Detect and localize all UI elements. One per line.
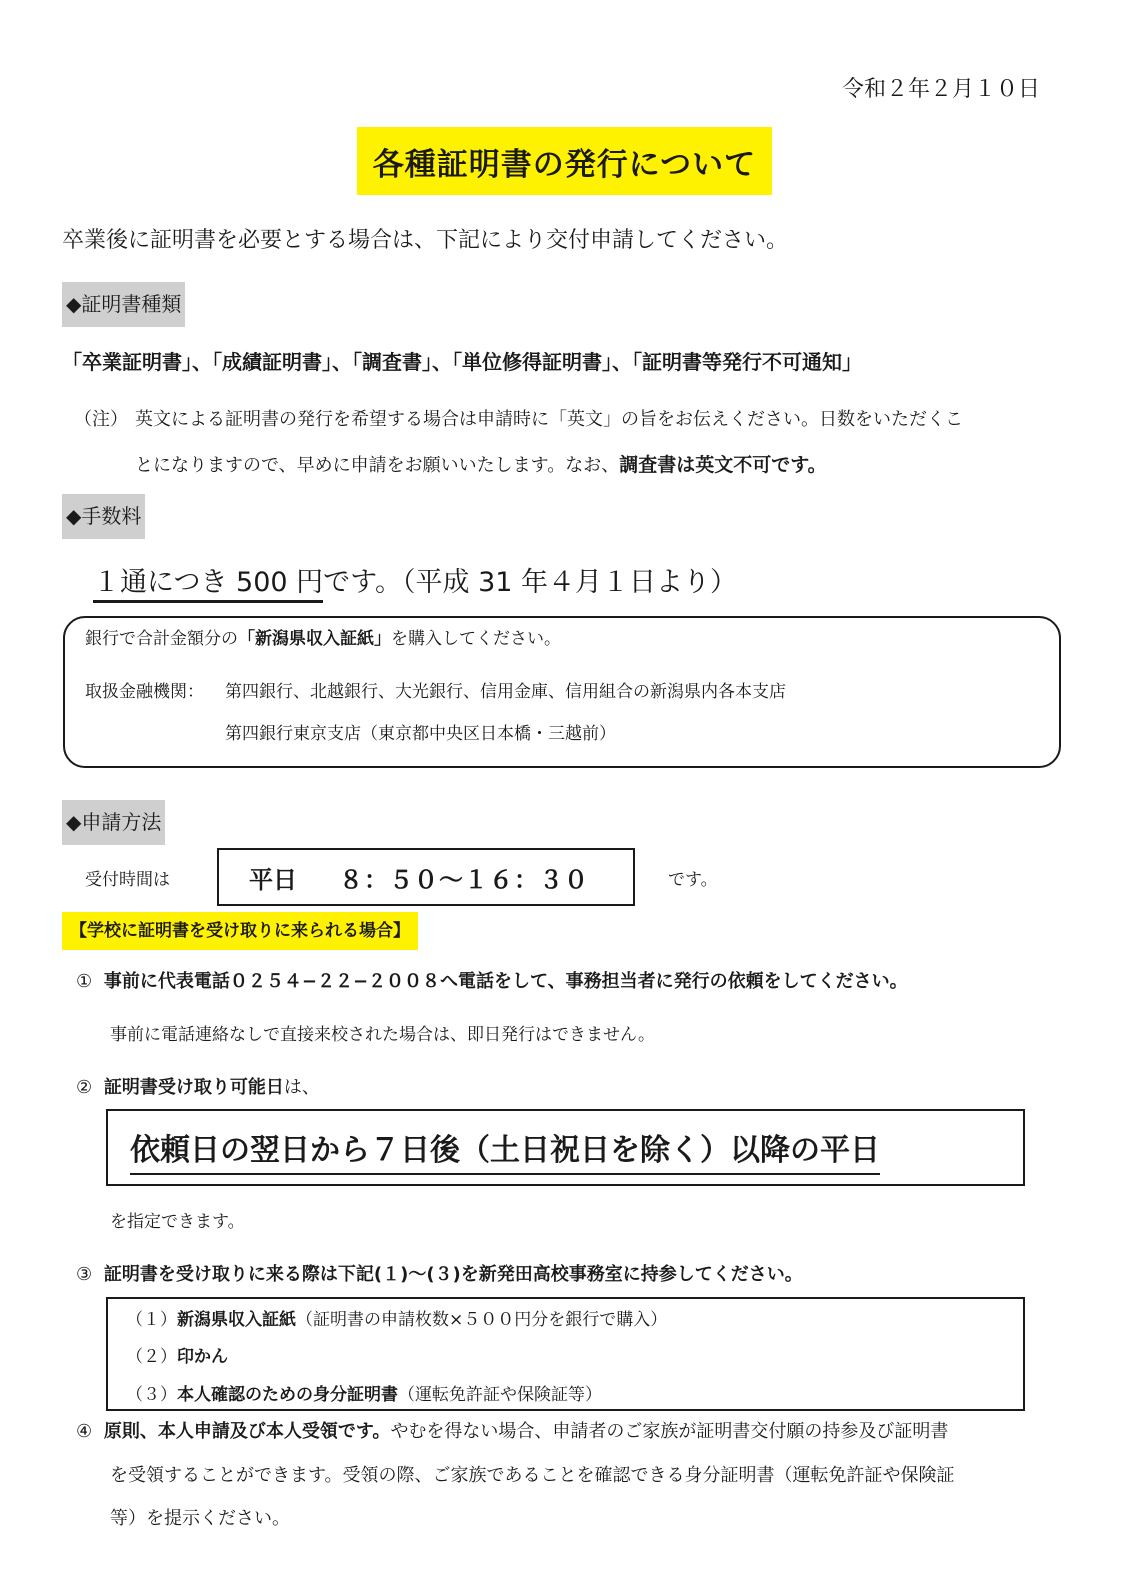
item-4-bold: 原則、本人申請及び本人受領です。 [103, 1421, 391, 1442]
bring-item-1-detail: （証明書の申請枚数×５００円分を銀行で購入） [296, 1310, 668, 1330]
page-title: 各種証明書の発行について [357, 127, 772, 195]
item-2-bold: 証明書受け取り可能日 [103, 1077, 284, 1098]
item-4-number: ④ [76, 1421, 93, 1442]
fee-rest: です。（平成 31 年４月１日より） [323, 567, 738, 598]
item-1-number: ① [76, 971, 93, 992]
item-3 [76, 1260, 803, 1286]
item-4-line-3: 等）を提示ください。 [110, 1508, 290, 1529]
item-2-number: ② [76, 1077, 93, 1098]
hours-label: 受付時間は [85, 870, 170, 890]
item-2-after: を指定できます。 [110, 1212, 245, 1232]
item-2-rest: は、 [283, 1077, 320, 1098]
hours-box [217, 848, 635, 906]
bring-item-3-number: （３） [126, 1385, 177, 1405]
item-4 [76, 1417, 948, 1443]
note-label: （注） [74, 409, 128, 430]
item-3-text: 証明書を受け取りに来る際は下記(１)〜(３)を新発田高校事務室に持参してください。 [103, 1264, 803, 1285]
hours-day: 平日 [249, 865, 297, 894]
bring-item-2-number: （２） [126, 1347, 177, 1367]
bring-item-1 [126, 1305, 667, 1330]
bring-item-2 [126, 1342, 228, 1367]
item-1-text: 事前に代表電話０２５４−２２−２００８へ電話をして、事務担当者に発行の依頼をしてください。 [103, 971, 908, 992]
item-4-rest: やむを得ない場合、申請者のご家族が証明書交付願の持参及び証明書 [390, 1421, 949, 1442]
bank-list-2: 第四銀行東京支店（東京都中央区日本橋・三越前） [225, 724, 616, 744]
bring-item-2-name: 印かん [177, 1347, 228, 1367]
section-heading-method: ◆申請方法 [62, 800, 165, 845]
note-line-1: 英文による証明書の発行を希望する場合は申請時に「英文」の旨をお伝えください。日数をいただくこ [135, 409, 963, 430]
bring-item-3-detail: （運転免許証や保険証等） [398, 1385, 602, 1405]
bring-item-1-number: （１） [126, 1310, 177, 1330]
document-date: 令和２年２月１０日 [841, 77, 1040, 102]
note-line-2-text: とになりますので、早めに申請をお願いいたします。なお、 [135, 455, 620, 476]
hours-suffix: です。 [668, 870, 718, 890]
note-line-2 [135, 450, 827, 477]
section-heading-types: ◆証明書種類 [62, 282, 185, 327]
item-1-sub: 事前に電話連絡なしで直接来校された場合は、即日発行はできません。 [110, 1025, 656, 1045]
bring-item-1-name: 新潟県収入証紙 [177, 1310, 296, 1330]
bank-label: 取扱金融機関： [85, 682, 204, 702]
note-line-2-bold: 調査書は英文不可です。 [619, 454, 827, 476]
item-4-line-2: を受領することができます。受領の際、ご家族であることを確認できる身分証明書（運転免許証や保険証 [110, 1465, 955, 1486]
pickup-tag: 【学校に証明書を受け取りに来られる場合】 [62, 912, 418, 950]
fee-text [93, 560, 737, 599]
item-2 [76, 1073, 320, 1099]
bank-line-1-post: を購入してください。 [391, 629, 561, 649]
bank-line-1-pre: 銀行で合計金額分の [85, 629, 238, 649]
section-heading-fee: ◆手数料 [62, 494, 145, 539]
hours-time: ８：５０〜１６：３０ [339, 865, 589, 894]
bring-item-3 [126, 1380, 602, 1405]
bank-stamp-name: 「新潟県収入証紙」 [238, 629, 391, 649]
certificate-types: 「卒業証明書」、「成績証明書」、「調査書」、「単位修得証明書」、「証明書等発行不可通知」 [62, 350, 862, 374]
item-1 [76, 967, 908, 993]
bank-list-1: 第四銀行、北越銀行、大光銀行、信用金庫、信用組合の新潟県内各本支店 [225, 682, 786, 702]
bank-line-1 [85, 624, 561, 649]
fee-amount: １通につき 500 円 [93, 567, 323, 603]
pickup-date-text: 依頼日の翌日から７日後（土日祝日を除く）以降の平日 [130, 1125, 880, 1175]
bring-item-3-name: 本人確認のための身分証明書 [177, 1385, 398, 1405]
item-3-number: ③ [76, 1264, 93, 1285]
intro-text: 卒業後に証明書を必要とする場合は、下記により交付申請してください。 [62, 228, 789, 253]
